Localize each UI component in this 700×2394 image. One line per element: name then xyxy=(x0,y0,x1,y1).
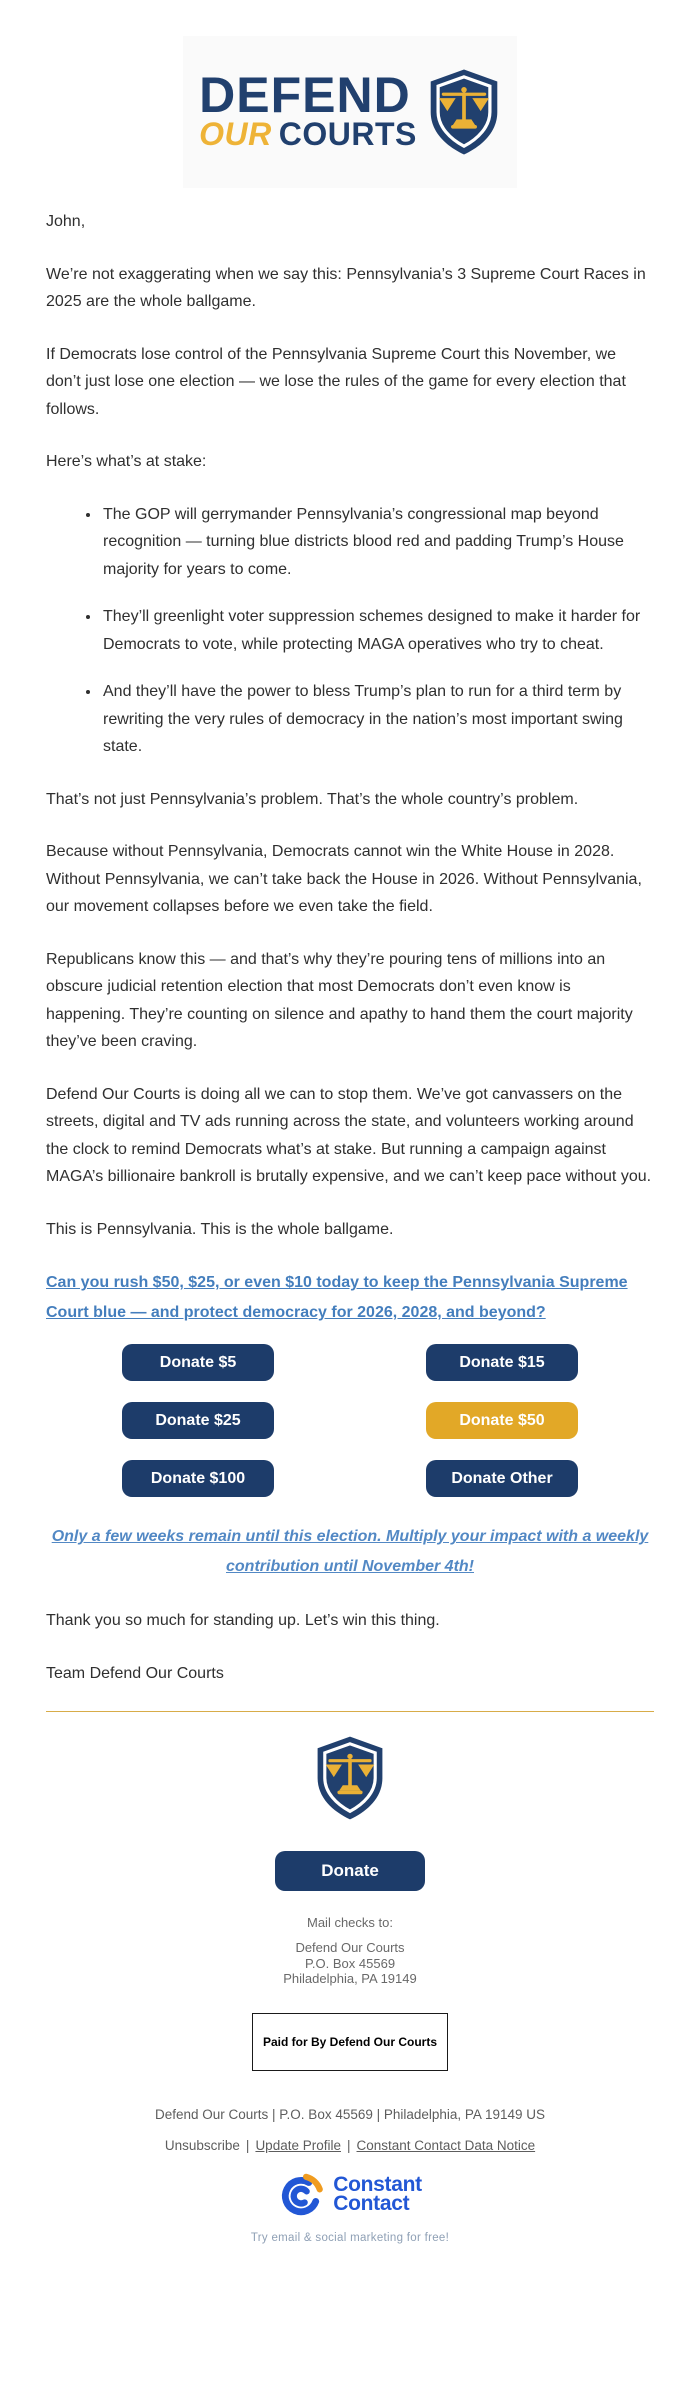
logo-word-defend: DEFEND xyxy=(199,67,411,123)
unsubscribe-link[interactable]: Unsubscribe xyxy=(164,2137,240,2153)
mail-address-city: Philadelphia, PA 19149 xyxy=(283,1971,417,1986)
constant-contact-footer xyxy=(0,2107,700,2265)
donate-50-button[interactable]: Donate $50 xyxy=(426,1402,578,1439)
weekly-contribution-paragraph xyxy=(46,1522,654,1582)
paragraph-thanks: Thank you so much for standing up. Let’s win this thing. xyxy=(46,1612,440,1629)
paragraph-lose-control: If Democrats lose control of the Pennsylvania Supreme Court this November, we don’t just lose one election — we lose the rules of the game for every election that follows. xyxy=(46,345,626,418)
logo-word-our: OUR xyxy=(199,116,272,152)
logo-word-our-courts xyxy=(199,117,417,151)
paragraph-ballgame: This is Pennsylvania. This is the whole ballgame. xyxy=(46,1220,394,1238)
footer-scales-shield-icon xyxy=(314,1734,386,1822)
defend-our-courts-logo[interactable] xyxy=(183,36,517,188)
footer-block xyxy=(0,1712,700,2071)
mail-address-pobox: P.O. Box 45569 xyxy=(304,1955,396,1971)
update-profile-link[interactable]: Update Profile xyxy=(255,2137,341,2153)
paragraph-exaggerating: We’re not exaggerating when we say this: Pennsylvania’s 3 Supreme Court Races in 2025 are the whole ballgame. xyxy=(46,265,646,310)
logo-word-courts: COURTS xyxy=(278,116,417,152)
donate-25-button[interactable]: Donate $25 xyxy=(122,1402,274,1439)
cc-word-contact: Contact xyxy=(333,2191,410,2215)
donate-100-button[interactable]: Donate $100 xyxy=(122,1460,274,1497)
stakes-list xyxy=(46,501,654,761)
weekly-contribution-link[interactable]: Only a few weeks remain until this election. Multiply your impact with a weekly contribution until November 4th! xyxy=(51,1528,649,1575)
paragraph-defend-doing: Defend Our Courts is doing all we can to stop them. We’ve got canvassers on the streets, digital and TV ads running across the state, and volunteers working around the clock to remind Democrats what’s at stake. But running a campaign against MAGA’s billionaire bankroll is brutally expensive, and we can’t keep pace without you. xyxy=(46,1085,652,1185)
cc-word-constant: Constant xyxy=(333,2172,422,2196)
stake-item-voter-suppression: • They’ll greenlight voter suppression schemes designed to make it harder for Democrats to vote, while protecting MAGA operatives who try to cheat. xyxy=(101,603,654,658)
paragraph-country-problem: That’s not just Pennsylvania’s problem. That’s the whole country’s problem. xyxy=(46,790,579,808)
stake-item-third-term: • And they’ll have the power to bless Trump’s plan to run for a third term by rewriting the very rules of democracy in the nation’s most important swing state. xyxy=(101,678,654,761)
paid-for-disclaimer: Paid for By Defend Our Courts xyxy=(252,2013,448,2071)
letter-body xyxy=(0,208,700,1687)
constant-contact-logo[interactable] xyxy=(278,2171,422,2217)
constant-contact-tagline: Try email & social marketing for free! xyxy=(250,2231,450,2244)
footer-donate-button[interactable]: Donate xyxy=(275,1851,425,1891)
constant-contact-wordmark xyxy=(333,2172,422,2215)
footer-links xyxy=(0,2138,700,2153)
donate-5-button[interactable]: Donate $5 xyxy=(122,1344,274,1381)
paragraph-without-pa: Because without Pennsylvania, Democrats cannot win the White House in 2028. Without Pennsylvania, we can’t take back the House in 2026. Without Pennsylvania, our movement collapses before we even take the field. xyxy=(46,843,642,915)
mail-address-org: Defend Our Courts xyxy=(295,1940,405,1955)
data-notice-link[interactable]: Constant Contact Data Notice xyxy=(356,2137,536,2153)
donation-ask-link[interactable]: Can you rush $50, $25, or even $10 today to keep the Pennsylvania Supreme Court blue — and protect democracy for 2026, 2028, and beyond? xyxy=(46,1274,628,1321)
constant-contact-icon xyxy=(278,2171,324,2217)
donate-button-grid xyxy=(46,1344,654,1497)
donation-ask-paragraph xyxy=(46,1268,654,1328)
stake-item-gerrymander: • The GOP will gerrymander Pennsylvania’s congressional map beyond recognition — turning blue districts blood red and padding Trump’s House majority for years to come. xyxy=(101,501,654,584)
donate-other-button[interactable]: Donate Other xyxy=(426,1460,578,1497)
paragraph-republicans-know: Republicans know this — and that’s why they’re pouring tens of millions into an obscure judicial retention election that most Democrats don’t even know is happening. They’re counting on silence and apathy to hand them the court majority they’ve been craving. xyxy=(46,950,633,1050)
footer-separator: | xyxy=(347,2137,351,2153)
stake-intro: Here’s what’s at stake: xyxy=(46,453,207,470)
scales-shield-icon xyxy=(427,67,501,157)
logo-wordmark xyxy=(199,67,417,152)
mail-address xyxy=(0,1940,700,1987)
donate-15-button[interactable]: Donate $15 xyxy=(426,1344,578,1381)
footer-separator: | xyxy=(245,2137,250,2153)
paragraph-signoff: Team Defend Our Courts xyxy=(46,1664,224,1682)
greeting: John, xyxy=(46,213,86,230)
logo-row xyxy=(199,67,501,157)
mail-checks-label: Mail checks to: xyxy=(307,1915,393,1930)
footer-address-line: Defend Our Courts | P.O. Box 45569 | Philadelphia, PA 19149 US xyxy=(154,2106,545,2122)
